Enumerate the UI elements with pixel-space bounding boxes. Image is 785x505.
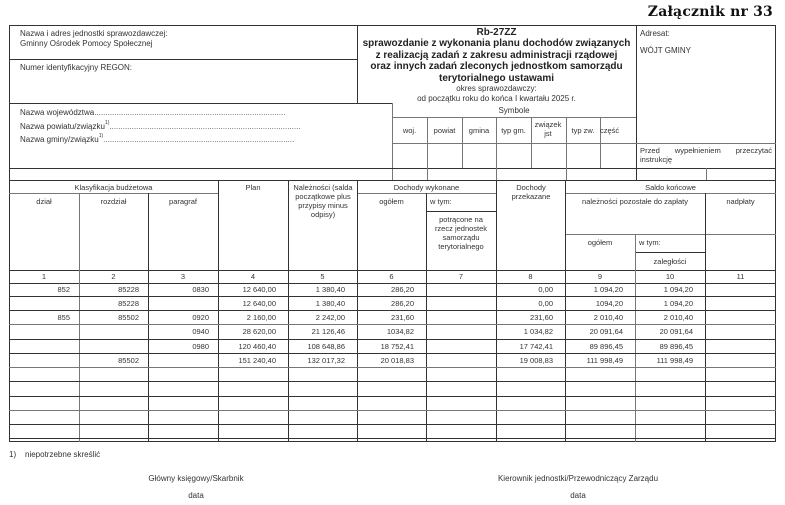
unit-name-cell	[20, 29, 350, 48]
commune-name-row[interactable]	[20, 133, 390, 147]
table-cell[interactable]: 1 380,40	[315, 299, 345, 308]
symbol-powiat: powiat	[433, 126, 456, 135]
table-cell[interactable]	[357, 411, 426, 424]
table-cell[interactable]	[565, 425, 635, 438]
header-zaleglosci: zaległości	[653, 257, 687, 266]
header-budget-classification: Klasyfikacja budżetowa	[74, 183, 153, 192]
symbol-powiat-value[interactable]	[427, 143, 462, 168]
table-cell[interactable]	[705, 297, 776, 310]
form-title-line-2: z realizacją zadań z zakresu administracji rządowej	[375, 49, 618, 61]
addressee-label: Adresat:	[640, 29, 670, 38]
table-cell[interactable]	[705, 283, 776, 296]
table-cell[interactable]: 231,60	[391, 313, 414, 322]
table-cell[interactable]	[635, 397, 705, 410]
column-numbers-row	[9, 271, 776, 283]
table-cell[interactable]: 12 640,00	[242, 285, 276, 294]
table-cell[interactable]	[496, 425, 565, 438]
table-row	[9, 311, 776, 325]
table-cell[interactable]: 20 091,64	[589, 327, 623, 336]
table-cell[interactable]	[496, 382, 565, 396]
table-cell[interactable]	[9, 297, 79, 310]
table-cell[interactable]	[496, 397, 565, 410]
table-cell[interactable]	[426, 354, 496, 367]
column-number: 1	[41, 272, 47, 281]
column-number: 10	[665, 272, 675, 281]
header-saldo-ogolem: ogółem	[587, 238, 613, 247]
region-name-row[interactable]	[20, 106, 390, 120]
table-cell[interactable]: 286,20	[391, 299, 414, 308]
table-row	[9, 368, 776, 382]
table-cell[interactable]	[148, 354, 218, 367]
table-cell[interactable]	[635, 382, 705, 396]
table-cell[interactable]	[565, 382, 635, 396]
table-cell[interactable]	[565, 411, 635, 424]
table-cell[interactable]	[148, 382, 218, 396]
date-right: data	[570, 491, 586, 500]
header-plan: Plan	[245, 183, 261, 192]
table-cell[interactable]	[79, 325, 148, 339]
table-cell[interactable]: 85502	[118, 356, 139, 365]
table-cell[interactable]: 1 094,20	[663, 299, 693, 308]
table-cell[interactable]	[79, 397, 148, 410]
table-cell[interactable]	[9, 425, 79, 438]
header-saldo-w-tym: w tym:	[639, 238, 661, 247]
column-number: 8	[528, 272, 533, 281]
table-cell[interactable]: 231,60	[530, 313, 553, 322]
header-naleznosci: Należności (salda początkowe plus przypisy minus odpisy)	[293, 183, 353, 219]
form-title-block	[357, 27, 636, 103]
table-cell[interactable]: 2 010,40	[593, 313, 623, 322]
county-name-label: Nazwa powiatu/związku	[20, 121, 105, 131]
table-cell[interactable]: 28 620,00	[242, 327, 276, 336]
commune-name-label: Nazwa gminy/związku	[20, 135, 99, 144]
unit-name-label: Nazwa i adres jednostki sprawozdawczej:	[20, 29, 168, 38]
table-row	[9, 411, 776, 425]
period-value: od początku roku do końca I kwartału 2025 r.	[417, 93, 576, 103]
column-number: 11	[736, 272, 745, 281]
table-cell[interactable]: 89 896,45	[659, 342, 693, 351]
table-cell[interactable]	[218, 382, 288, 396]
table-cell[interactable]: 85228	[118, 285, 139, 294]
addressee-cell	[640, 29, 770, 55]
table-cell[interactable]: 12 640,00	[242, 299, 276, 308]
regon-label: Numer identyfikacyjny REGON:	[20, 63, 133, 72]
column-number: 5	[320, 272, 325, 281]
symbol-czesc-value[interactable]	[600, 143, 636, 168]
table-cell[interactable]: 0980	[192, 342, 209, 351]
table-cell[interactable]: 1 034,82	[523, 327, 553, 336]
table-cell[interactable]: 108 648,86	[307, 342, 345, 351]
table-cell[interactable]: 120 460,40	[238, 342, 276, 351]
table-cell[interactable]	[9, 368, 79, 381]
table-cell[interactable]: 2 010,40	[663, 313, 693, 322]
table-cell[interactable]: 1 094,20	[663, 285, 693, 294]
table-cell[interactable]	[148, 297, 218, 310]
table-row	[9, 397, 776, 411]
table-cell[interactable]: 19 008,83	[519, 356, 553, 365]
table-cell[interactable]	[426, 397, 496, 410]
table-cell[interactable]	[357, 368, 426, 381]
table-cell[interactable]: 1094,20	[595, 299, 623, 308]
symbol-typ-zw: typ zw.	[571, 126, 595, 135]
symbol-gmina-value[interactable]	[462, 143, 496, 168]
column-number: 9	[597, 272, 603, 281]
table-cell[interactable]	[705, 311, 776, 324]
table-cell[interactable]	[426, 283, 496, 296]
period-label: okres sprawozdawczy:	[456, 84, 537, 93]
date-left: data	[188, 491, 204, 500]
table-cell[interactable]: 132 017,32	[307, 356, 345, 365]
table-row	[9, 340, 776, 354]
table-cell[interactable]	[635, 368, 705, 381]
table-cell[interactable]	[357, 382, 426, 396]
table-cell[interactable]	[705, 425, 776, 438]
table-cell[interactable]: 111 998,49	[586, 356, 623, 365]
table-cell[interactable]	[705, 354, 776, 367]
table-cell[interactable]	[635, 411, 705, 424]
table-cell[interactable]	[426, 340, 496, 353]
table-cell[interactable]	[148, 425, 218, 438]
table-cell[interactable]	[79, 411, 148, 424]
column-number: 7	[458, 272, 464, 281]
table-cell[interactable]	[218, 411, 288, 424]
table-row	[9, 325, 776, 340]
table-cell[interactable]: 2 242,00	[315, 313, 345, 322]
table-row	[9, 382, 776, 397]
symbol-gmina: gmina	[468, 126, 490, 135]
table-cell[interactable]: 2 160,00	[246, 313, 276, 322]
symbol-zwiazek-jst: związek jst	[534, 120, 562, 138]
form-title-line-1: sprawozdanie z wykonania planu dochodów związanych	[362, 38, 631, 49]
footnote-ref: 1)	[104, 119, 110, 126]
table-cell[interactable]	[426, 382, 496, 396]
signer-right: Kierownik jednostki/Przewodniczący Zarządu	[497, 474, 659, 483]
table-cell[interactable]: 21 126,46	[311, 327, 345, 336]
symbol-woj-value[interactable]	[392, 143, 427, 168]
symbols-title: Symbole	[498, 106, 530, 115]
table-cell[interactable]	[288, 382, 357, 396]
footnote: 1) niepotrzebne skreślić	[9, 450, 101, 459]
table-cell[interactable]: 89 896,45	[589, 342, 623, 351]
header-dochody-przekazane: Dochody przekazane	[511, 183, 551, 201]
header-rozdzial: rozdział	[100, 197, 127, 206]
header-dzial: dział	[36, 197, 52, 206]
form-title-line-3: oraz innych zadań zleconych jednostkom samorządu	[370, 61, 623, 72]
regon-cell	[20, 63, 350, 73]
header-naleznosci-pozostale: należności pozostałe do zapłaty	[582, 197, 688, 206]
table-cell[interactable]	[426, 411, 496, 424]
table-cell[interactable]: 0830	[192, 285, 209, 294]
table-cell[interactable]	[288, 368, 357, 381]
table-cell[interactable]	[9, 354, 79, 367]
table-row	[9, 354, 776, 368]
annex-label: Załącznik nr 33	[647, 4, 773, 20]
table-cell[interactable]: 286,20	[391, 285, 414, 294]
header-paragraf: paragraf	[169, 197, 197, 206]
unit-name-value[interactable]: Gminny Ośrodek Pomocy Społecznej	[20, 38, 153, 48]
table-cell[interactable]	[288, 411, 357, 424]
table-cell[interactable]	[288, 425, 357, 438]
table-cell[interactable]	[565, 368, 635, 381]
table-cell[interactable]: 18 752,41	[380, 342, 414, 351]
region-names-cell	[20, 106, 390, 147]
symbol-woj: woj.	[402, 126, 417, 135]
table-cell[interactable]	[148, 368, 218, 381]
table-cell[interactable]	[218, 397, 288, 410]
table-cell[interactable]: 852	[57, 285, 70, 294]
table-cell[interactable]: 1 380,40	[315, 285, 345, 294]
symbol-typ-gm: typ gm.	[501, 126, 526, 135]
form-code: Rb-27ZZ	[476, 27, 517, 38]
instruction-note: Przed wypełnieniem przeczytać instrukcję	[640, 146, 772, 164]
table-cell[interactable]: 0920	[192, 313, 209, 322]
table-cell[interactable]: 85502	[118, 313, 139, 322]
symbol-typ-zw-value[interactable]	[566, 143, 600, 168]
table-cell[interactable]	[9, 340, 79, 353]
table-cell[interactable]: 151 240,40	[238, 356, 276, 365]
commune-name-dots: ......................................................................................	[103, 135, 295, 144]
table-cell[interactable]: 1 094,20	[593, 285, 623, 294]
header-saldo-koncowe: Saldo końcowe	[645, 183, 696, 192]
table-cell[interactable]	[705, 340, 776, 353]
table-cell[interactable]	[357, 425, 426, 438]
table-cell[interactable]	[148, 411, 218, 424]
table-cell[interactable]	[79, 425, 148, 438]
table-cell[interactable]: 855	[57, 313, 70, 322]
signer-left: Główny księgowy/Skarbnik	[148, 474, 244, 483]
table-cell[interactable]	[9, 325, 79, 339]
region-name-label: Nazwa województwa	[20, 108, 95, 117]
table-cell[interactable]	[426, 368, 496, 381]
table-cell[interactable]	[357, 397, 426, 410]
symbol-czesc: część	[600, 126, 620, 135]
table-cell[interactable]: 0,00	[538, 285, 553, 294]
table-cell[interactable]: 111 998,49	[656, 356, 693, 365]
table-cell[interactable]: 0940	[192, 327, 209, 336]
table-cell[interactable]: 85228	[118, 299, 139, 308]
table-cell[interactable]	[635, 425, 705, 438]
table-cell[interactable]: 1034,82	[386, 327, 414, 336]
column-number: 6	[389, 272, 394, 281]
table-cell[interactable]	[705, 368, 776, 381]
header-dochody-wykonane: Dochody wykonane	[393, 183, 460, 192]
column-number: 4	[250, 272, 256, 281]
table-cell[interactable]: 17 742,41	[519, 342, 553, 351]
table-cell[interactable]	[218, 368, 288, 381]
form-title-line-4: terytorialnego ustawami	[438, 72, 555, 84]
column-number: 3	[180, 272, 186, 281]
table-cell[interactable]	[426, 325, 496, 339]
table-cell[interactable]	[288, 397, 357, 410]
header-nadplaty: nadpłaty	[726, 197, 755, 206]
table-cell[interactable]	[705, 382, 776, 396]
header-w-tym: w tym:	[430, 197, 452, 206]
table-cell[interactable]	[426, 311, 496, 324]
symbol-typ-gm-value[interactable]	[496, 143, 531, 168]
table-cell[interactable]	[705, 411, 776, 424]
county-name-row[interactable]	[20, 120, 390, 134]
column-number: 2	[111, 272, 116, 281]
addressee-value[interactable]: WÓJT GMINY	[640, 45, 691, 55]
table-cell[interactable]	[426, 425, 496, 438]
table-cell[interactable]	[9, 397, 79, 410]
table-cell[interactable]	[218, 425, 288, 438]
table-row	[9, 425, 776, 439]
table-cell[interactable]	[705, 325, 776, 339]
table-cell[interactable]	[148, 397, 218, 410]
table-cell[interactable]	[79, 382, 148, 396]
county-name-dots: ......................................................................................	[109, 121, 301, 131]
header-potracone: potrącone na rzecz jednostek samorządu terytorialnego	[434, 215, 488, 251]
table-cell[interactable]	[426, 297, 496, 310]
header-ogolem: ogółem	[379, 197, 404, 206]
region-name-dots: ......................................................................................	[94, 108, 286, 117]
table-cell[interactable]	[565, 397, 635, 410]
table-cell[interactable]	[9, 382, 79, 396]
table-cell[interactable]	[496, 368, 565, 381]
symbol-zwiazek-jst-value[interactable]	[531, 143, 566, 168]
table-cell[interactable]	[705, 397, 776, 410]
table-cell[interactable]	[79, 340, 148, 353]
table-row	[9, 283, 776, 297]
table-row	[9, 297, 776, 311]
table-cell[interactable]	[496, 411, 565, 424]
table-cell[interactable]	[79, 368, 148, 381]
table-cell[interactable]: 0,00	[538, 299, 553, 308]
table-cell[interactable]: 20 018,83	[380, 356, 414, 365]
table-cell[interactable]: 20 091,64	[659, 327, 693, 336]
footnote-ref: 1)	[98, 133, 104, 139]
table-cell[interactable]	[9, 411, 79, 424]
